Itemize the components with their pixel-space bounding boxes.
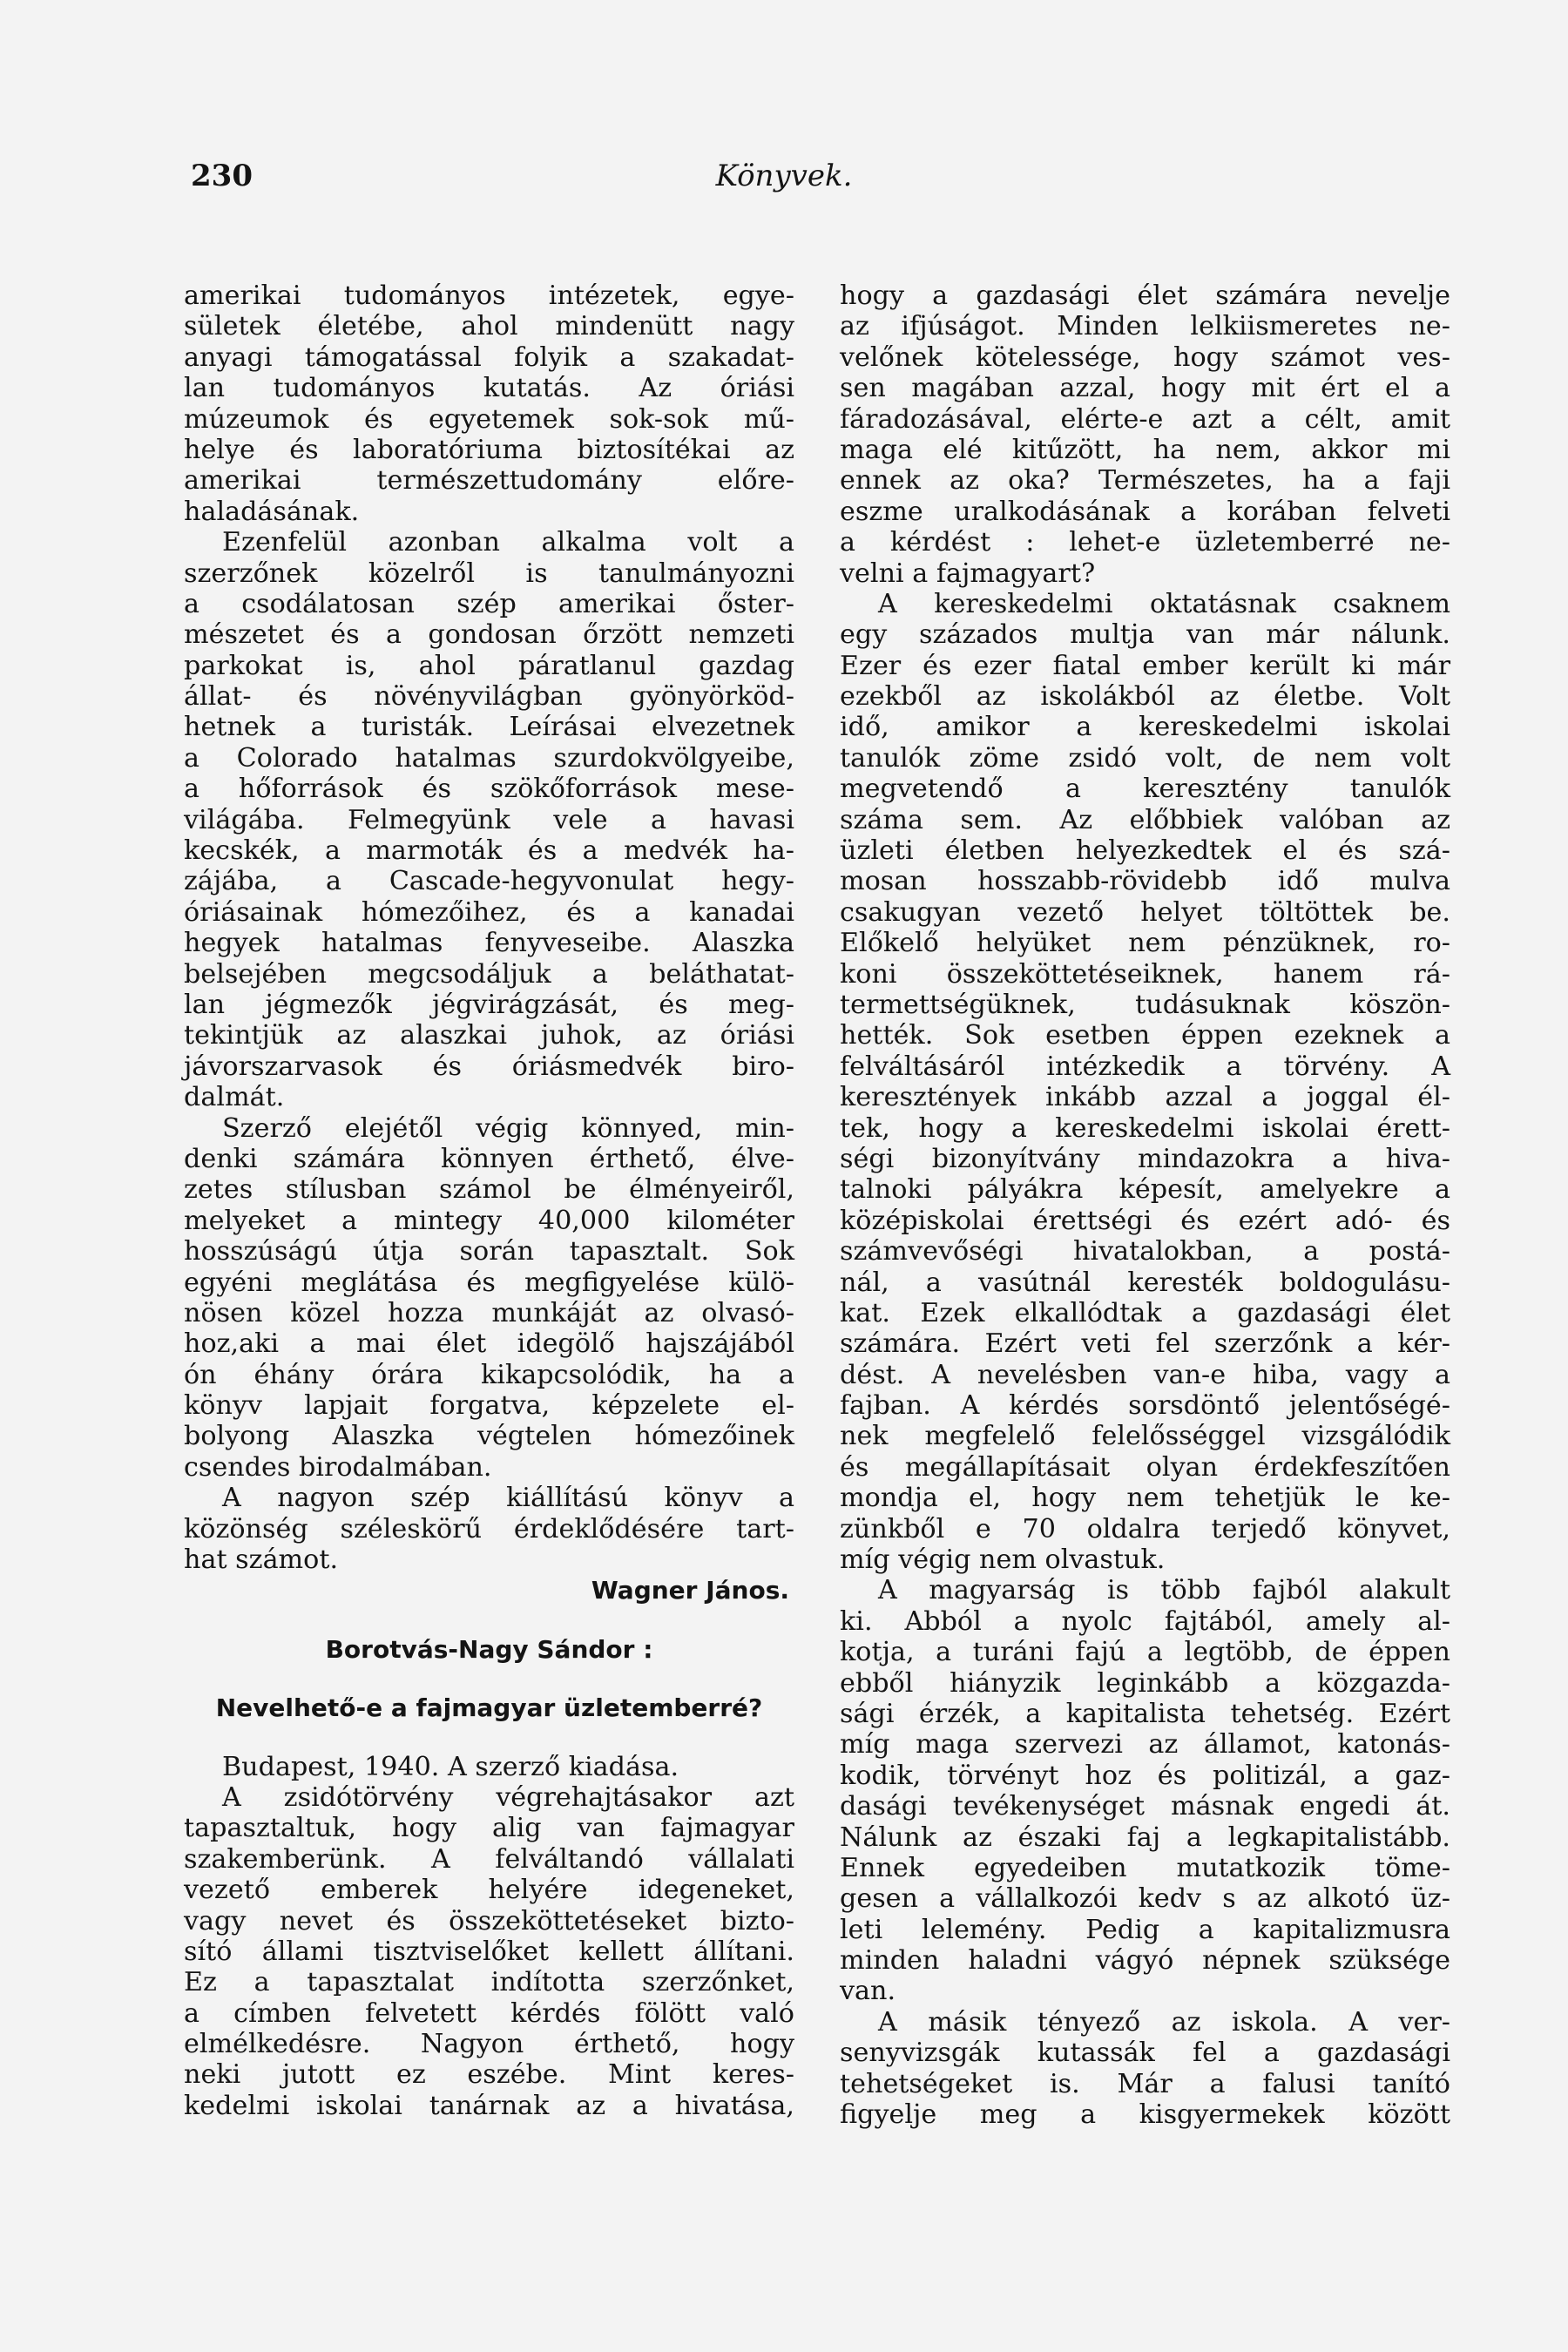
text-line: ón éhány órára kikapcsolódik, ha a (184, 1359, 794, 1390)
book-author-heading: Borotvás-Nagy Sándor : (325, 1634, 653, 1664)
text-line: talnoki pályákra képesít, amelyekre a (840, 1174, 1450, 1206)
text-line: hat számot. (184, 1544, 339, 1576)
text-line: szakemberünk. A felváltandó vállalati (184, 1843, 794, 1875)
text-line: elmélkedésre. Nagyon érthető, hogy (184, 2029, 794, 2060)
text-line: vagy nevet és összeköttetéseket bizto- (184, 1905, 794, 1936)
text-line: hoz,aki a mai élet idegölő hajszájából (184, 1328, 794, 1360)
text-line: míg maga szervezi az államot, katonás- (840, 1729, 1450, 1761)
text-line: ezekből az iskolákból az életbe. Volt (840, 681, 1450, 713)
text-line: nál, a vasútnál keresték boldogulásu- (840, 1267, 1450, 1298)
text-line: keresztények inkább azzal a joggal él- (840, 1082, 1450, 1113)
text-line: senyvizsgák kutassák fel a gazdasági (840, 2038, 1450, 2069)
text-line: gesen a vállalkozói kedv s az alkotó üz- (840, 1883, 1450, 1915)
spacer (184, 1724, 794, 1752)
text-line: tehetségeket is. Már a falusi tanító (840, 2068, 1450, 2099)
review-signature: Wagner János. (591, 1576, 789, 1605)
text-line: Nálunk az északi faj a legkapitalistább. (840, 1821, 1450, 1853)
text-line: dasági tevékenységet másnak engedi át. (840, 1791, 1450, 1822)
text-line: üzleti életben helyezkedtek el és szá- (840, 835, 1450, 867)
text-line: óriásainak hómezőihez, és a kanadai (184, 896, 794, 928)
text-line: a Colorado hatalmas szurdokvölgyeibe, (184, 742, 794, 774)
text-line: zünkből e 70 oldalra terjedő könyvet, (840, 1513, 1450, 1544)
text-line: neki jutott ez eszébe. Mint keres- (184, 2059, 794, 2091)
text-line: belsejében megcsodáljuk a beláthatat- (184, 958, 794, 990)
spacer (184, 1606, 794, 1634)
text-line: hegyek hatalmas fenyveseibe. Alaszka (184, 928, 794, 959)
text-line: közönség széleskörű érdeklődésére tart- (184, 1513, 794, 1544)
book-title-heading: Nevelhető-e a fajmagyar üzletemberré? (215, 1693, 763, 1723)
text-line: egyéni meglátása és megfigyelése külö- (184, 1267, 794, 1298)
text-line: Szerző elejétől végig könnyed, min- (222, 1112, 794, 1144)
text-line: sági érzék, a kapitalista tehetség. Ezért (840, 1698, 1450, 1729)
text-line: nek megfelelő felelősséggel vizsgálódik (840, 1421, 1450, 1452)
text-line: haladásának. (184, 496, 360, 527)
text-line: amerikai természettudomány előre- (184, 465, 794, 497)
text-line: ki. Abból a nyolc fajtából, amely al- (840, 1605, 1450, 1637)
text-line: Előkelő helyüket nem pénzüknek, ro- (840, 928, 1450, 959)
text-line: ebből hiányzik leginkább a közgazda- (840, 1667, 1450, 1699)
text-line: fajban. A kérdés sorsdöntő jelentőségé- (840, 1390, 1450, 1422)
text-line: sító állami tisztviselőket kellett állítani. (184, 1936, 794, 1967)
text-line: felváltásáról intézkedik a törvény. A (840, 1051, 1450, 1082)
text-line: A kereskedelmi oktatásnak csaknem (878, 588, 1450, 619)
page-number: 230 (191, 159, 253, 193)
text-line: csakugyan vezető helyet töltöttek be. (840, 896, 1450, 928)
text-line: Ezenfelül azonban alkalma volt a (222, 527, 794, 558)
text-line: parkokat is, ahol páratlanul gazdag (184, 650, 794, 681)
text-line: csendes birodalmában. (184, 1451, 492, 1483)
text-line: denki számára könnyen érthető, élve- (184, 1143, 794, 1174)
text-line: hetnek a turisták. Leírásai elvezetnek (184, 712, 794, 743)
text-line: minden haladni vágyó népnek szüksége (840, 1945, 1450, 1977)
text-line: sen magában azzal, hogy mit ért el a (840, 373, 1450, 404)
text-line: egy százados multja van már nálunk. (840, 619, 1450, 651)
text-line: dést. A nevelésben van-e hiba, vagy a (840, 1359, 1450, 1390)
text-line: helye és laboratóriuma biztosítékai az (184, 434, 794, 465)
text-line: kat. Ezek elkallódtak a gazdasági élet (840, 1297, 1450, 1328)
text-line: figyelje meg a kisgyermekek között (840, 2099, 1450, 2131)
text-line: a kérdést : lehet-e üzletemberré ne- (840, 527, 1450, 558)
text-line: a csodálatosan szép amerikai őster- (184, 588, 794, 619)
text-line: velőnek kötelessége, hogy számot ves- (840, 341, 1450, 373)
text-line: ségi bizonyítvány mindazokra a hiva- (840, 1143, 1450, 1174)
text-line: anyagi támogatással folyik a szakadat- (184, 341, 794, 373)
text-line: A másik tényező az iskola. A ver- (878, 2006, 1450, 2038)
text-line: a címben felvetett kérdés fölött való (184, 1997, 794, 2029)
text-line: mosan hosszabb-rövidebb idő mulva (840, 866, 1450, 897)
text-line: velni a fajmagyart? (840, 558, 1096, 589)
text-line: tek, hogy a kereskedelmi iskolai érett- (840, 1112, 1450, 1144)
text-line: zájába, a Cascade-hegyvonulat hegy- (184, 866, 794, 897)
text-line: melyeket a mintegy 40,000 kilométer (184, 1205, 794, 1236)
text-line: Budapest, 1940. A szerző kiadása. (222, 1751, 679, 1782)
text-line: mészetet és a gondosan őrzött nemzeti (184, 619, 794, 651)
text-line: múzeumok és egyetemek sok-sok mű- (184, 403, 794, 435)
text-line: bolyong Alaszka végtelen hómezőinek (184, 1421, 794, 1452)
text-line: számvevőségi hivatalokban, a postá- (840, 1236, 1450, 1267)
text-line: könyv lapjait forgatva, képzelete el- (184, 1390, 794, 1422)
text-line: sületek életébe, ahol mindenütt nagy (184, 311, 794, 342)
text-line: mondja el, hogy nem tehetjük le ke- (840, 1483, 1450, 1514)
text-line: vezető emberek helyére idegeneket, (184, 1875, 794, 1906)
text-line: A zsidótörvény végrehajtásakor azt (222, 1781, 794, 1813)
text-line: világába. Felmegyünk vele a havasi (184, 804, 794, 835)
text-line: maga elé kitűzött, ha nem, akkor mi (840, 434, 1450, 465)
text-line: lan tudományos kutatás. Az óriási (184, 373, 794, 404)
text-line: megvetendő a keresztény tanulók (840, 774, 1450, 805)
text-line: fáradozásával, elérte-e azt a célt, amit (840, 403, 1450, 435)
text-line: az ifjúságot. Minden lelkiismeretes ne- (840, 311, 1450, 342)
text-line: nösen közel hozza munkáját az olvasó- (184, 1297, 794, 1328)
text-line: kecskék, a marmoták és a medvék ha- (184, 835, 794, 867)
text-line: hették. Sok esetben éppen ezeknek a (840, 1020, 1450, 1051)
text-line: kedelmi iskolai tanárnak az a hivatása, (184, 2090, 794, 2121)
text-line: tapasztaltuk, hogy alig van fajmagyar (184, 1813, 794, 1844)
text-line: zetes stílusban számol be élményeiről, (184, 1174, 794, 1206)
text-line: szerzőnek közelről is tanulmányozni (184, 558, 794, 589)
text-line: tanulók zöme zsidó volt, de nem volt (840, 742, 1450, 774)
text-line: Ezer és ezer fiatal ember került ki már (840, 650, 1450, 681)
text-line: koni összeköttetéseiknek, hanem rá- (840, 958, 1450, 990)
text-line: Ennek egyedeiben mutatkozik töme- (840, 1852, 1450, 1883)
text-line: állat- és növényvilágban gyönyörköd- (184, 681, 794, 713)
text-line: hogy a gazdasági élet számára nevelje (840, 280, 1450, 311)
text-line: hosszúságú útja során tapasztalt. Sok (184, 1236, 794, 1267)
text-line: középiskolai érettségi és ezért adó- és (840, 1205, 1450, 1236)
text-line: kodik, törvényt hoz és politizál, a gaz- (840, 1760, 1450, 1791)
text-line: jávorszarvasok és óriásmedvék biro- (184, 1051, 794, 1082)
text-line: leti lelemény. Pedig a kapitalizmusra (840, 1914, 1450, 1945)
text-line: tekintjük az alaszkai juhok, az óriási (184, 1020, 794, 1051)
text-line: A nagyon szép kiállítású könyv a (222, 1483, 794, 1514)
text-line: számára. Ezért veti fel szerzőnk a kér- (840, 1328, 1450, 1360)
text-line: míg végig nem olvastuk. (840, 1544, 1166, 1576)
text-line: kotja, a turáni fajú a legtöbb, de éppen (840, 1637, 1450, 1668)
text-line: eszme uralkodásának a korában felveti (840, 496, 1450, 527)
text-line: van. (840, 1976, 896, 2007)
text-line: ennek az oka? Természetes, ha a faji (840, 465, 1450, 497)
text-line: száma sem. Az előbbiek valóban az (840, 804, 1450, 835)
text-line: idő, amikor a kereskedelmi iskolai (840, 712, 1450, 743)
running-title: Könyvek. (715, 159, 853, 193)
text-line: A magyarság is több fajból alakult (878, 1575, 1450, 1606)
text-line: amerikai tudományos intézetek, egye- (184, 280, 794, 311)
text-line: Ez a tapasztalat indította szerzőnket, (184, 1967, 794, 1998)
right-column (840, 280, 1450, 2130)
text-line: termettségüknek, tudásuknak köszön- (840, 989, 1450, 1020)
text-line: dalmát. (184, 1082, 285, 1113)
left-column (184, 280, 794, 2121)
text-line: lan jégmezők jégvirágzását, és meg- (184, 989, 794, 1020)
text-line: és megállapításait olyan érdekfeszítően (840, 1451, 1450, 1483)
text-line: a hőforrások és szökőforrások mese- (184, 774, 794, 805)
spacer (184, 1665, 794, 1693)
